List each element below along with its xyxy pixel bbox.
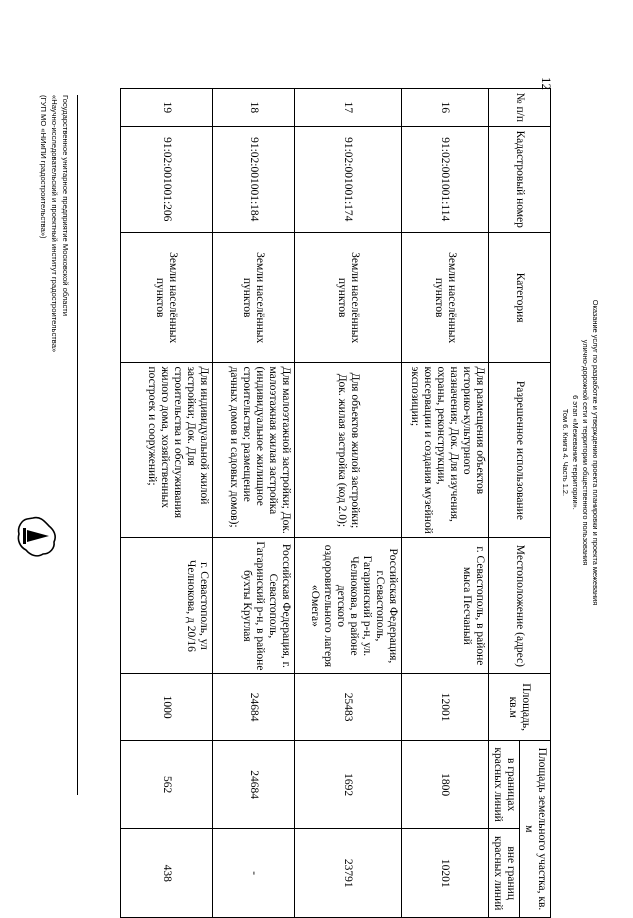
footer-line-1: Государственное унитарное предприятие Московской области [61,95,70,317]
cell-permitted-use: Для объектов жилой застройки; Док. жилая застройка (код 2.0); [295,363,402,538]
page-number: 12 [539,77,554,90]
land-plots-table [120,88,551,918]
cell-category: Земли населённых пунктов [295,232,402,363]
col-header-permitted-use: Разрешенное использование [489,363,551,538]
cell-area: 24684 [213,674,295,740]
footer-line-3: (ГУП МО «НИиПИ градостроительства») [39,95,48,239]
cell-cadastral: 91:02:001001:184 [213,126,295,232]
cell-location: г. Севастополь, ул Челнокова, д 20/16 [121,538,213,674]
cell-within: 1692 [295,740,402,829]
cell-category: Земли населённых пунктов [213,232,295,363]
cell-area: 12001 [402,674,489,740]
cell-category: Земли населённых пунктов [121,232,213,363]
cell-category: Земли населённых пунктов [402,232,489,363]
header-line-1: Оказание услуг по разработке и утверждению проекта планировки и проекта межевания [591,299,600,606]
cell-area: 1000 [121,674,213,740]
cell-location: г. Севастополь, в районе мыса Песчаный [402,538,489,674]
cell-num: 17 [295,89,402,127]
header-line-4: Том 6. Книга 4. Часть 1.2. [561,408,570,497]
cell-cadastral: 91:02:001001:114 [402,126,489,232]
cell-within: 562 [121,740,213,829]
cell-location: Российская Федерация, г.Севастополь, Гагаринский р-н, ул. Челнокова, в районе детского оздоровительного лагеря «Омега» [295,538,402,674]
col-header-outside: вне границ красных линий [489,829,520,918]
table-row [213,89,295,918]
cell-within: 1800 [402,740,489,829]
cell-within: 24684 [213,740,295,829]
cell-location: Российская Федерация, г. Севастополь, Гагаринский р-н, в районе бухты Круглая [213,538,295,674]
cell-cadastral: 91:02:001001:206 [121,126,213,232]
document-footer [38,95,71,695]
cell-outside: - [213,829,295,918]
cell-num: 18 [213,89,295,127]
footer-line-2: «Научно-исследовательский и проектный институт градостроительства» [50,95,59,353]
footer-divider [77,95,78,795]
header-line-2: улично-дорожной сети и территории общественного пользования [581,339,590,566]
cell-permitted-use: Для малоэтажной застройки; Док. малоэтажная жилая застройка (индивидуальное жилищное строительство; размещение дачных домов и садовых домов); [213,363,295,538]
col-header-cadastral: Кадастровый номер [489,126,551,232]
col-header-category: Категория [489,232,551,363]
cell-num: 16 [402,89,489,127]
table-row [295,89,402,918]
col-header-within: в границах красных линий [489,740,520,829]
cell-outside: 10201 [402,829,489,918]
institute-emblem-icon [11,510,63,562]
cell-permitted-use: Для размещения объектов историко-культурного назначения; Док. Для изучения, охраны, реконструкции, консервации и создания музейной экспозиции; [402,363,489,538]
cell-outside: 438 [121,829,213,918]
col-header-area: Площадь, кв.м [489,674,551,740]
header-line-3: 6 этап «Межевание территории». [571,395,580,510]
table-row [121,89,213,918]
cell-cadastral: 91:02:001001:174 [295,126,402,232]
table-row [402,89,489,918]
cell-area: 25483 [295,674,402,740]
cell-num: 19 [121,89,213,127]
cell-permitted-use: Для индивидуальной жилой застройки; Док. Для строительства и обслуживания жилого дома, хозяйственных построек и сооружений; [121,363,213,538]
col-header-land-area-group: Площадь земельного участка, кв. м [520,740,551,917]
document-header [560,0,600,905]
col-header-location: Местоположение (адрес) [489,538,551,674]
col-header-num: № п/п [489,89,551,127]
cell-outside: 23791 [295,829,402,918]
